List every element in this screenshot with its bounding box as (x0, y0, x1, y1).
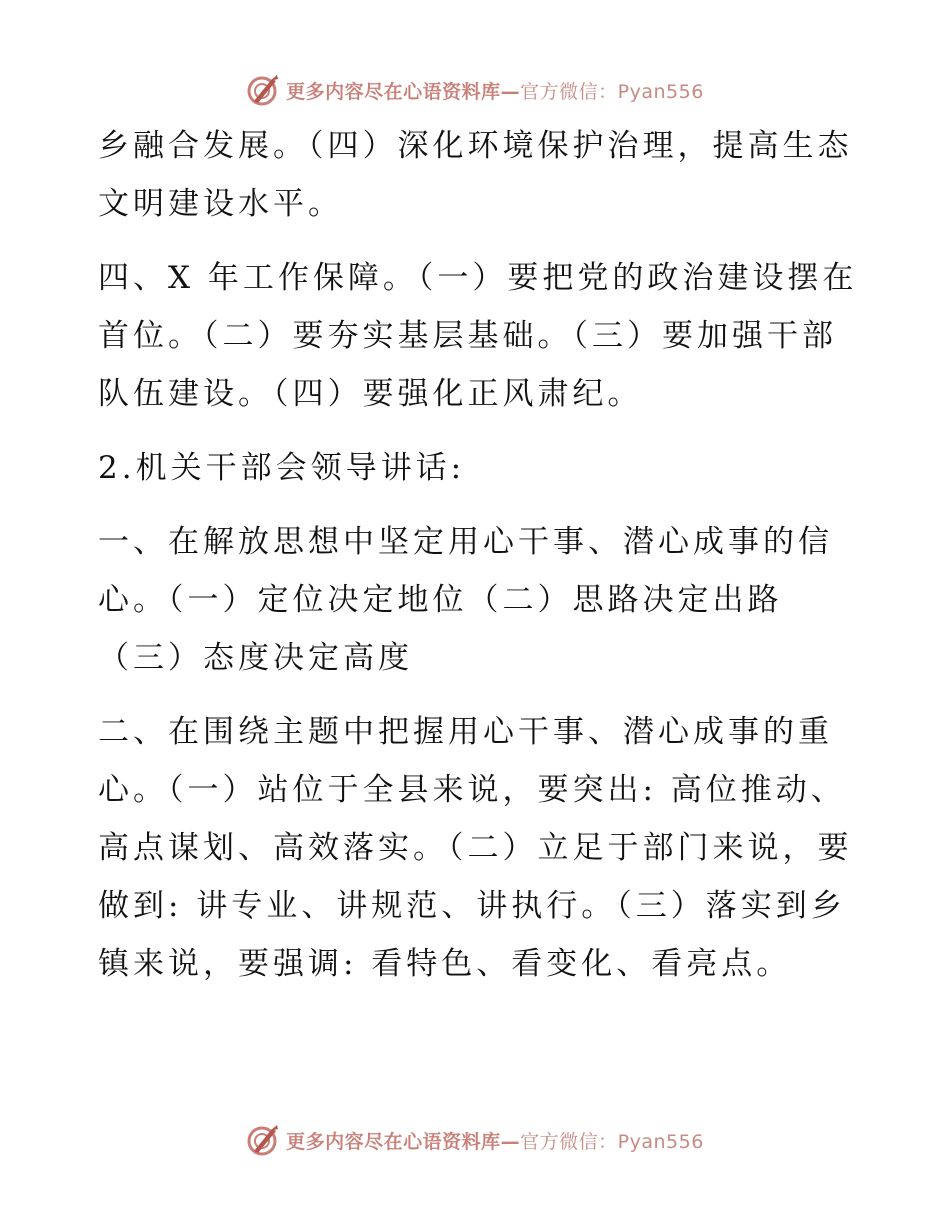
footer-watermark-main: 更多内容尽在心语资料库 (286, 1130, 501, 1153)
paragraph-line: 文明建设水平。 (98, 186, 343, 222)
paragraph-line: 乡融合发展。（四）深化环境保护治理，提高生态 (98, 128, 853, 164)
paragraph-line: 二、在围绕主题中把握用心干事、潜心成事的重 (98, 714, 833, 750)
header-watermark-text (286, 77, 704, 104)
footer-watermark-inner (246, 1123, 704, 1157)
paragraph (98, 117, 858, 233)
quill-logo-icon (246, 1123, 280, 1157)
paragraph-line: 首位。（二）要夯实基层基础。（三）要加强干部 (98, 318, 837, 354)
header-watermark-wechat: 官方微信：Pyan556 (520, 80, 704, 103)
paragraph-line: 心。（一）定位决定地位（二）思路决定出路 (98, 582, 783, 618)
footer-watermark-wechat: 官方微信：Pyan556 (520, 1130, 704, 1153)
paragraph (98, 703, 858, 993)
header-watermark-dash: — (500, 80, 521, 103)
footer-watermark-dash: — (500, 1130, 521, 1153)
footer-watermark-text (286, 1127, 704, 1154)
paragraph-line: （三）态度决定高度 (98, 640, 413, 676)
header-watermark (0, 70, 950, 110)
paragraph-line: 一、在解放思想中坚定用心干事、潜心成事的信 (98, 524, 833, 560)
paragraph-line: 队伍建设。（四）要强化正风肃纪。 (98, 376, 643, 412)
paragraph-line: 做到: 讲专业、讲规范、讲执行。（三）落实到乡 (98, 888, 846, 924)
paragraph-line: 心。（一）站位于全县来说，要突出: 高位推动、 (98, 772, 846, 808)
paragraph-line: 镇来说，要强调: 看特色、看变化、看亮点。 (98, 946, 792, 982)
document-body (98, 117, 858, 1009)
paragraph (98, 249, 858, 423)
quill-logo-icon (246, 73, 280, 107)
footer-watermark (0, 1120, 950, 1160)
header-watermark-main: 更多内容尽在心语资料库 (286, 80, 501, 103)
paragraph (98, 439, 858, 497)
paragraph-line: 高点谋划、高效落实。（二）立足于部门来说，要 (98, 830, 853, 866)
paragraph-line: 2.机关干部会领导讲话: (98, 450, 466, 486)
header-watermark-inner (246, 73, 704, 107)
paragraph (98, 513, 858, 687)
paragraph-line: 四、X 年工作保障。（一）要把党的政治建设摆在 (98, 260, 858, 296)
